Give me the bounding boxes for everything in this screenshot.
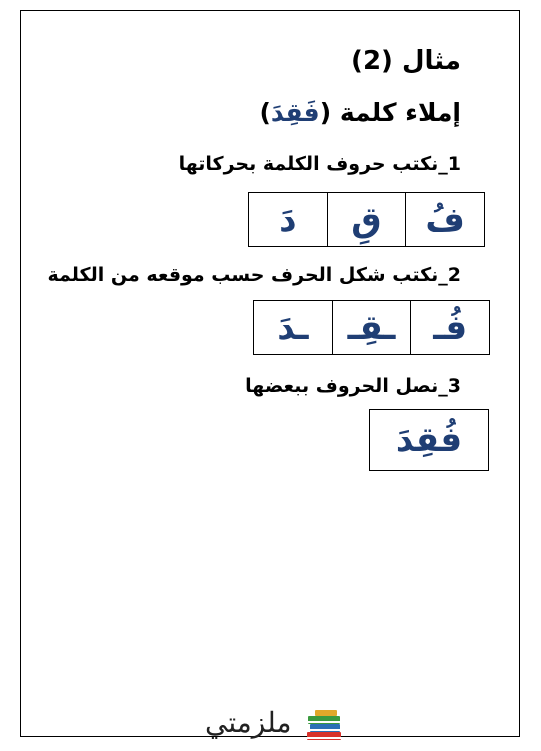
letters-grid-positional (253, 300, 490, 355)
books-stack-icon (303, 708, 345, 742)
subtitle-word: فَقِدَ (270, 98, 320, 127)
letter-cell: قِ (327, 193, 406, 246)
dictation-subtitle (259, 98, 461, 127)
logo-text: ملزمتي (205, 706, 292, 739)
subtitle-suffix: ) (259, 98, 271, 127)
letter-cell: دَ (279, 199, 297, 240)
letters-grid-isolated (248, 192, 485, 247)
joined-word-box: فُقِدَ (369, 409, 489, 471)
step-3-label: 3_نصل الحروف ببعضها (245, 375, 461, 397)
subtitle-prefix: إملاء كلمة ( (319, 98, 461, 127)
logo (205, 702, 345, 744)
step-2-label: 2_نكتب شكل الحرف حسب موقعه من الكلمة (47, 264, 461, 286)
step-1-label: 1_نكتب حروف الكلمة بحركاتها (178, 153, 461, 175)
example-title: مثال (2) (351, 46, 461, 76)
letter-form-cell: ـدَ (277, 307, 309, 348)
letter-form-cell: ـقِـ (332, 301, 411, 354)
letter-form-cell: فُـ (410, 301, 489, 354)
letter-cell: فُ (405, 193, 484, 246)
